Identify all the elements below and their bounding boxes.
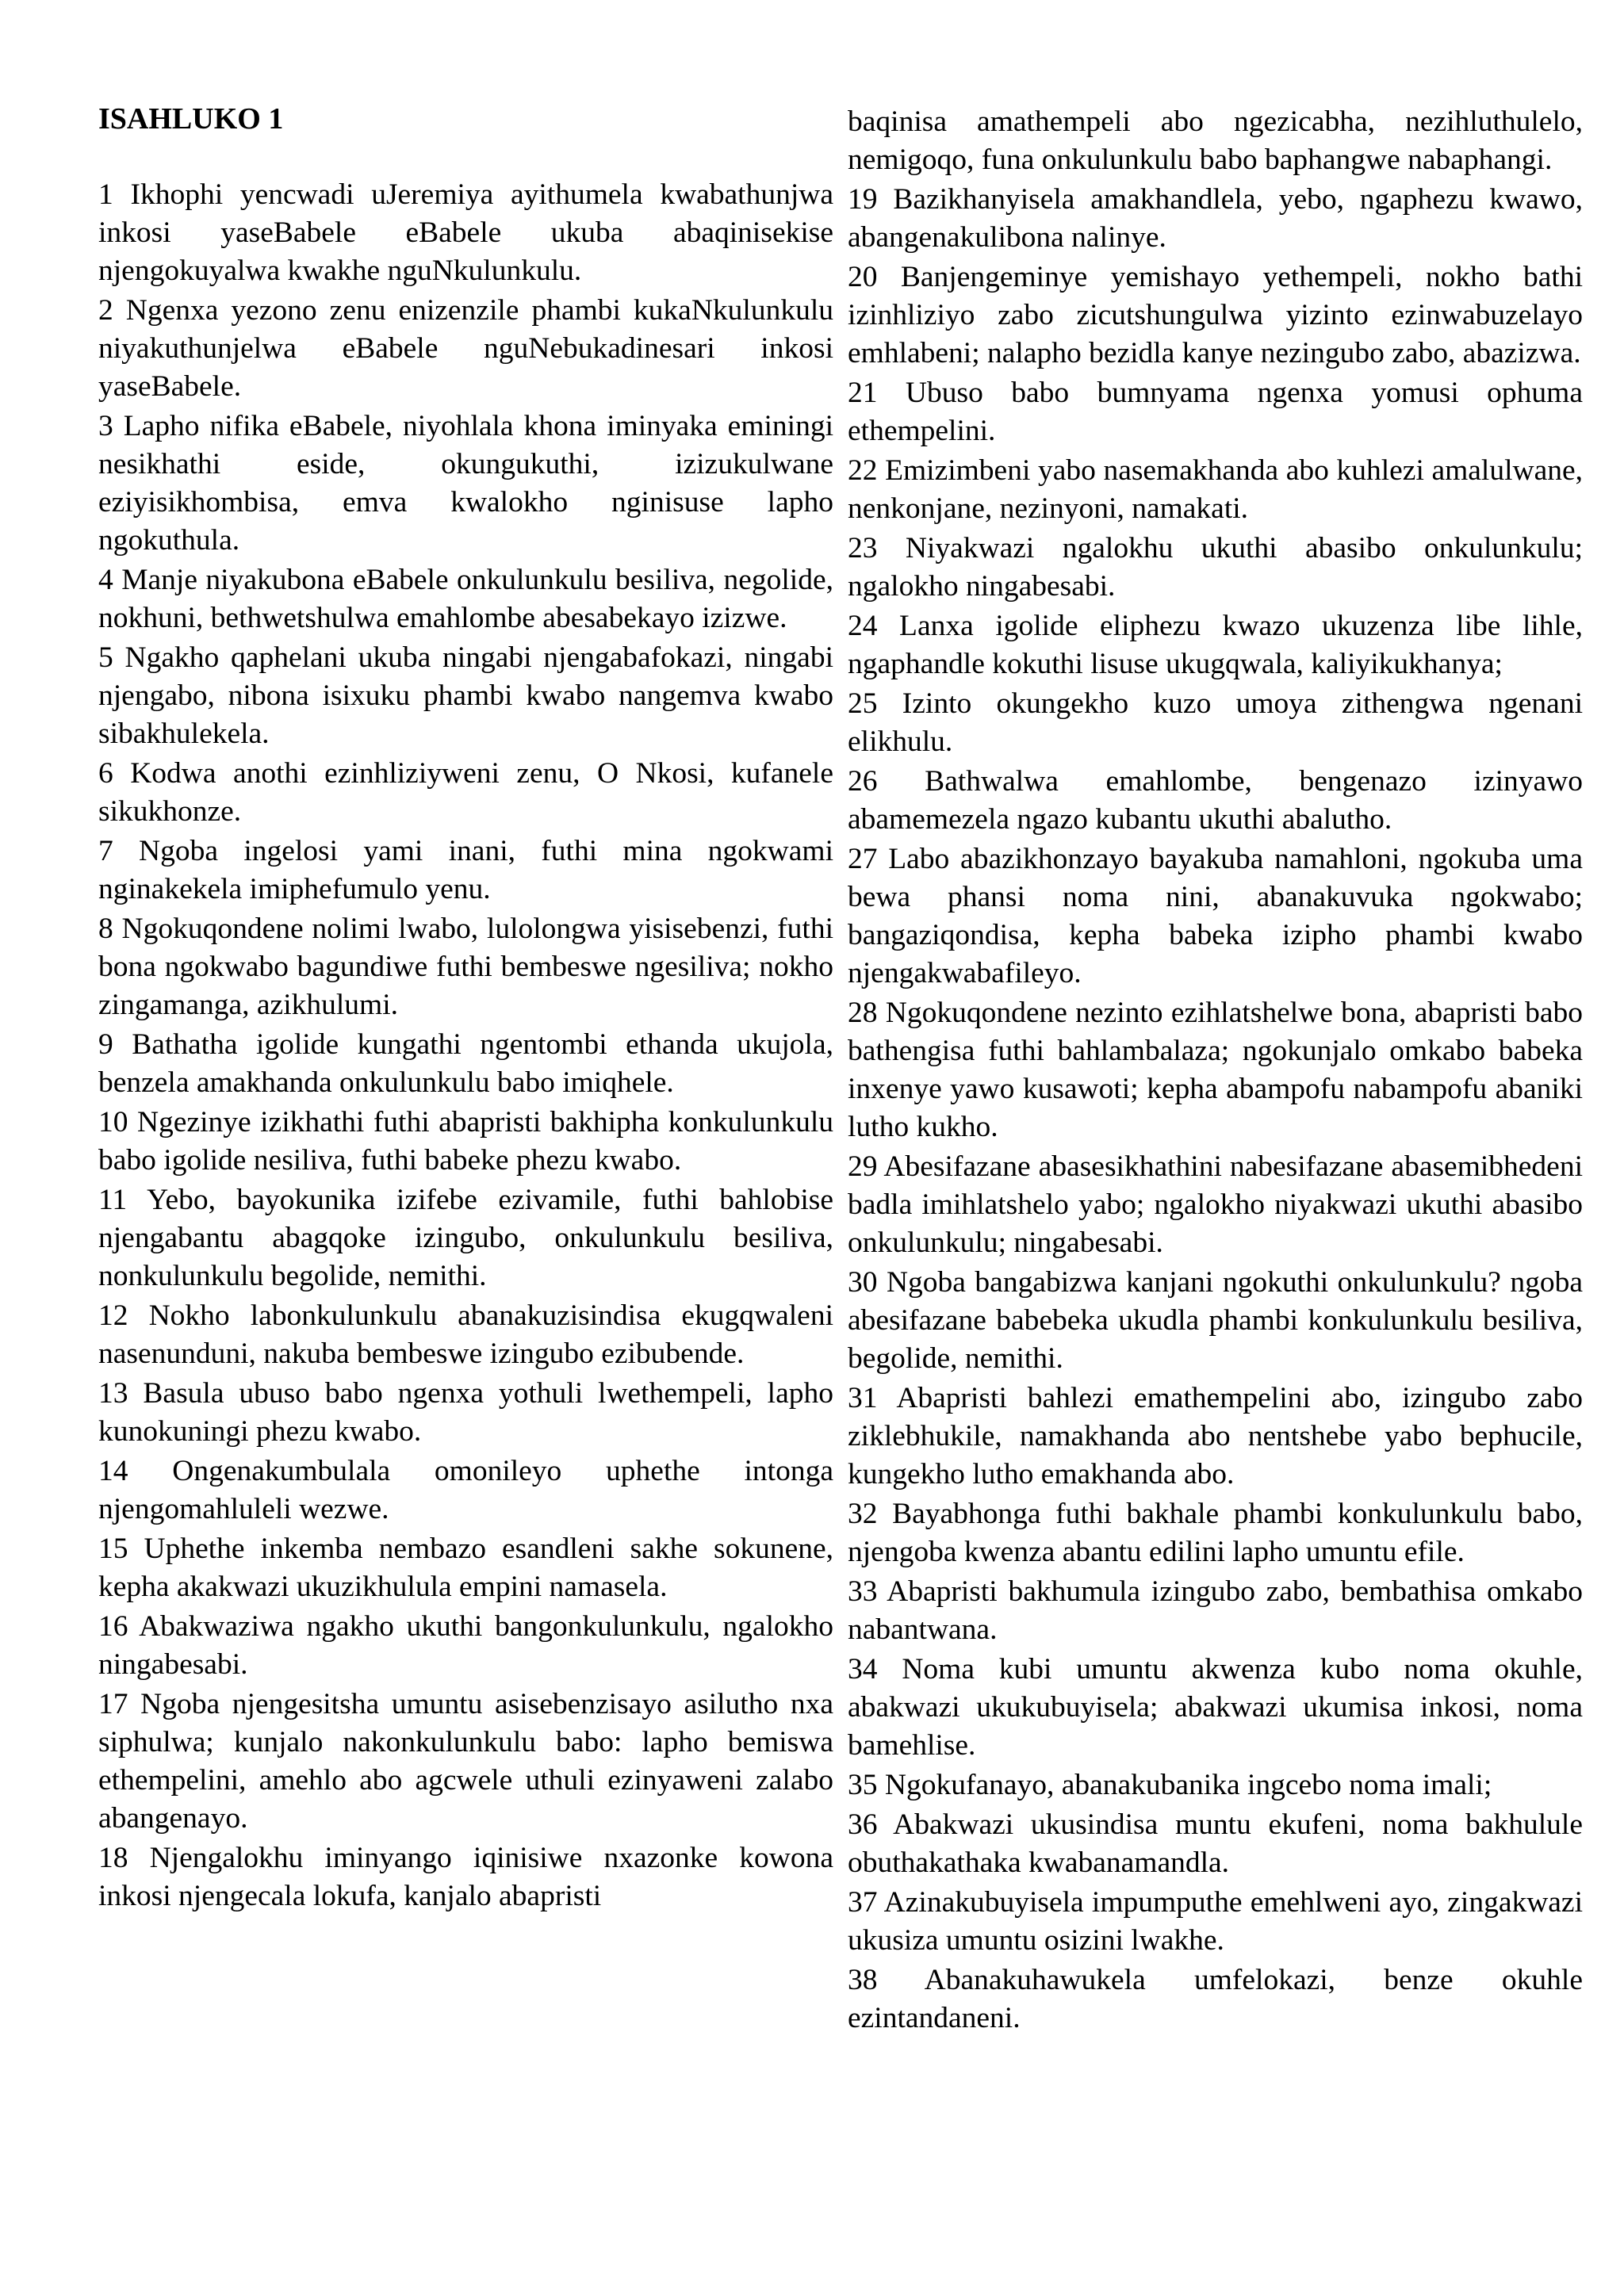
right-column — [848, 103, 1583, 2039]
verse-paragraph: 9 Bathatha igolide kungathi ngentombi ethanda ukujola, benzela amakhanda onkulunkulu babo imiqhele. — [98, 1028, 833, 1099]
verse-paragraph: 13 Basula ubuso babo ngenxa yothuli lwethempeli, lapho kunokuningi phezu kwabo. — [98, 1377, 833, 1448]
verse-paragraph: 8 Ngokuqondene nolimi lwabo, lulolongwa yisisebenzi, futhi bona ngokwabo bagundiwe futhi bembeswe ngesiliva; nokho zingamanga, azikhulumi. — [98, 913, 833, 1021]
verse-paragraph: 16 Abakwaziwa ngakho ukuthi bangonkulunkulu, ngalokho ningabesabi. — [98, 1610, 833, 1681]
right-verse-list — [848, 103, 1583, 2038]
verse-paragraph: 24 Lanxa igolide eliphezu kwazo ukuzenza libe lihle, ngaphandle kokuthi lisuse ukugqwala, kaliyikukhanya; — [848, 610, 1583, 680]
verse-paragraph: 36 Abakwazi ukusindisa muntu ekufeni, noma bakhulule obuthakathaka kwabanamandla. — [848, 1808, 1583, 1879]
verse-paragraph: 33 Abapristi bakhumula izingubo zabo, bembathisa omkabo nabantwana. — [848, 1575, 1583, 1646]
verse-paragraph: 26 Bathwalwa emahlombe, bengenazo izinyawo abamemezela ngazo kubantu ukuthi abalutho. — [848, 765, 1583, 836]
verse-paragraph: 32 Bayabhonga futhi bakhale phambi konkulunkulu babo, njengoba kwenza abantu edilini lapho umuntu efile. — [848, 1498, 1583, 1568]
verse-paragraph: 19 Bazikhanyisela amakhandlela, yebo, ngaphezu kwawo, abangenakulibona nalinye. — [848, 183, 1583, 254]
verse-paragraph: 34 Noma kubi umuntu akwenza kubo noma okuhle, abakwazi ukukubuyisela; abakwazi ukumisa inkosi, noma bamehlise. — [848, 1653, 1583, 1762]
verse-paragraph: 22 Emizimbeni yabo nasemakhanda abo kuhlezi amalulwane, nenkonjane, nezinyoni, namakati. — [848, 454, 1583, 525]
verse-paragraph: 27 Labo abazikhonzayo bayakuba namahloni, ngokuba uma bewa phansi noma nini, abanakuvuka ngokwabo; bangaziqondisa, kepha babeka izipho phambi kwabo njengakwabafileyo. — [848, 843, 1583, 989]
verse-paragraph: 35 Ngokufanayo, abanakubanika ingcebo noma imali; — [848, 1769, 1492, 1801]
verse-paragraph: 20 Banjengeminye yemishayo yethempeli, nokho bathi izinhliziyo zabo zicutshungulwa yizinto ezinwabuzelayo emhlabeni; nalapho bezidla kanye nezingubo zabo, abazizwa. — [848, 261, 1583, 369]
verse-paragraph: 21 Ubuso babo bumnyama ngenxa yomusi ophuma ethempelini. — [848, 377, 1583, 447]
verse-paragraph: 2 Ngenxa yezono zenu enizenzile phambi kukaNkulunkulu niyakuthunjelwa eBabele nguNebukadinesari inkosi yaseBabele. — [98, 294, 833, 403]
left-column — [98, 100, 833, 1917]
verse-paragraph: 29 Abesifazane abasesikhathini nabesifazane abasemibhedeni badla imihlatshelo yabo; ngalokho niyakwazi ukuthi abasibo onkulunkulu; ningabesabi. — [848, 1150, 1583, 1259]
verse-paragraph: 28 Ngokuqondene nezinto ezihlatshelwe bona, abapristi babo bathengisa futhi bahlambalaza; ngokunjalo omkabo babeka inxenye yawo kusawoti; kepha abampofu nabampofu abaniki lutho kukho. — [848, 997, 1583, 1143]
verse-paragraph: 4 Manje niyakubona eBabele onkulunkulu besiliva, negolide, nokhuni, bethwetshulwa emahlombe abesabekayo izizwe. — [98, 564, 833, 634]
verse-paragraph: baqinisa amathempeli abo ngezicabha, nezihluthulelo, nemigoqo, funa onkulunkulu babo baphangwe nabaphangi. — [848, 105, 1583, 176]
left-verse-list — [98, 176, 833, 1915]
verse-paragraph: 18 Njengalokhu iminyango iqinisiwe nxazonke kowona inkosi njengecala lokufa, kanjalo abapristi — [98, 1842, 833, 1912]
verse-paragraph: 5 Ngakho qaphelani ukuba ningabi njengabafokazi, ningabi njengabo, nibona isixuku phambi kwabo nangemva kwabo sibakhulekela. — [98, 641, 833, 750]
verse-paragraph: 38 Abanakuhawukela umfelokazi, benze okuhle ezintandaneni. — [848, 1964, 1583, 2034]
verse-paragraph: 30 Ngoba bangabizwa kanjani ngokuthi onkulunkulu? ngoba abesifazane babebeka ukudla phambi konkulunkulu besiliva, begolide, nemithi. — [848, 1266, 1583, 1375]
verse-paragraph: 15 Uphethe inkemba nembazo esandleni sakhe sokunene, kepha akakwazi ukuzikhulula empini namasela. — [98, 1533, 833, 1603]
verse-paragraph: 14 Ongenakumbulala omonileyo uphethe intonga njengomahluleli wezwe. — [98, 1455, 833, 1525]
verse-paragraph: 37 Azinakubuyisela impumputhe emehlweni ayo, zingakwazi ukusiza umuntu osizini lwakhe. — [848, 1886, 1583, 1957]
verse-paragraph: 17 Ngoba njengesitsha umuntu asisebenzisayo asilutho nxa siphulwa; kunjalo nakonkulunkulu babo: lapho bemiswa ethempelini, amehlo abo agcwele uthuli ezinyaweni zalabo abangenayo. — [98, 1688, 833, 1835]
verse-paragraph: 6 Kodwa anothi ezinhliziyweni zenu, O Nkosi, kufanele sikukhonze. — [98, 757, 833, 828]
verse-paragraph: 10 Ngezinye izikhathi futhi abapristi bakhipha konkulunkulu babo igolide nesiliva, futhi babeke phezu kwabo. — [98, 1106, 833, 1177]
verse-paragraph: 1 Ikhophi yencwadi uJeremiya ayithumela kwabathunjwa inkosi yaseBabele eBabele ukuba abaqinisekise njengokuyalwa kwakhe nguNkulunkulu. — [98, 178, 833, 287]
verse-paragraph: 7 Ngoba ingelosi yami inani, futhi mina ngokwami nginakekela imiphefumulo yenu. — [98, 835, 833, 905]
verse-paragraph: 31 Abapristi bahlezi emathempelini abo, izingubo zabo ziklebhukile, namakhanda abo nentshebe yabo bephucile, kungekho lutho emakhanda abo. — [848, 1382, 1583, 1490]
verse-paragraph: 3 Lapho nifika eBabele, niyohlala khona iminyaka eminingi nesikhathi eside, okungukuthi, izizukulwane eziyisikhombisa, emva kwalokho nginisuse lapho ngokuthula. — [98, 410, 833, 557]
verse-paragraph: 12 Nokho labonkulunkulu abanakuzisindisa ekugqwaleni nasenunduni, nakuba bembeswe izingubo ezibubende. — [98, 1299, 833, 1370]
verse-paragraph: 25 Izinto okungekho kuzo umoya zithengwa ngenani elikhulu. — [848, 687, 1583, 758]
chapter-heading: ISAHLUKO 1 — [98, 102, 284, 136]
verse-paragraph: 11 Yebo, bayokunika izifebe ezivamile, futhi bahlobise njengabantu abagqoke izingubo, onkulunkulu besiliva, nonkulunkulu begolide, nemithi. — [98, 1184, 833, 1292]
verse-paragraph: 23 Niyakwazi ngalokhu ukuthi abasibo onkulunkulu; ngalokho ningabesabi. — [848, 532, 1583, 603]
